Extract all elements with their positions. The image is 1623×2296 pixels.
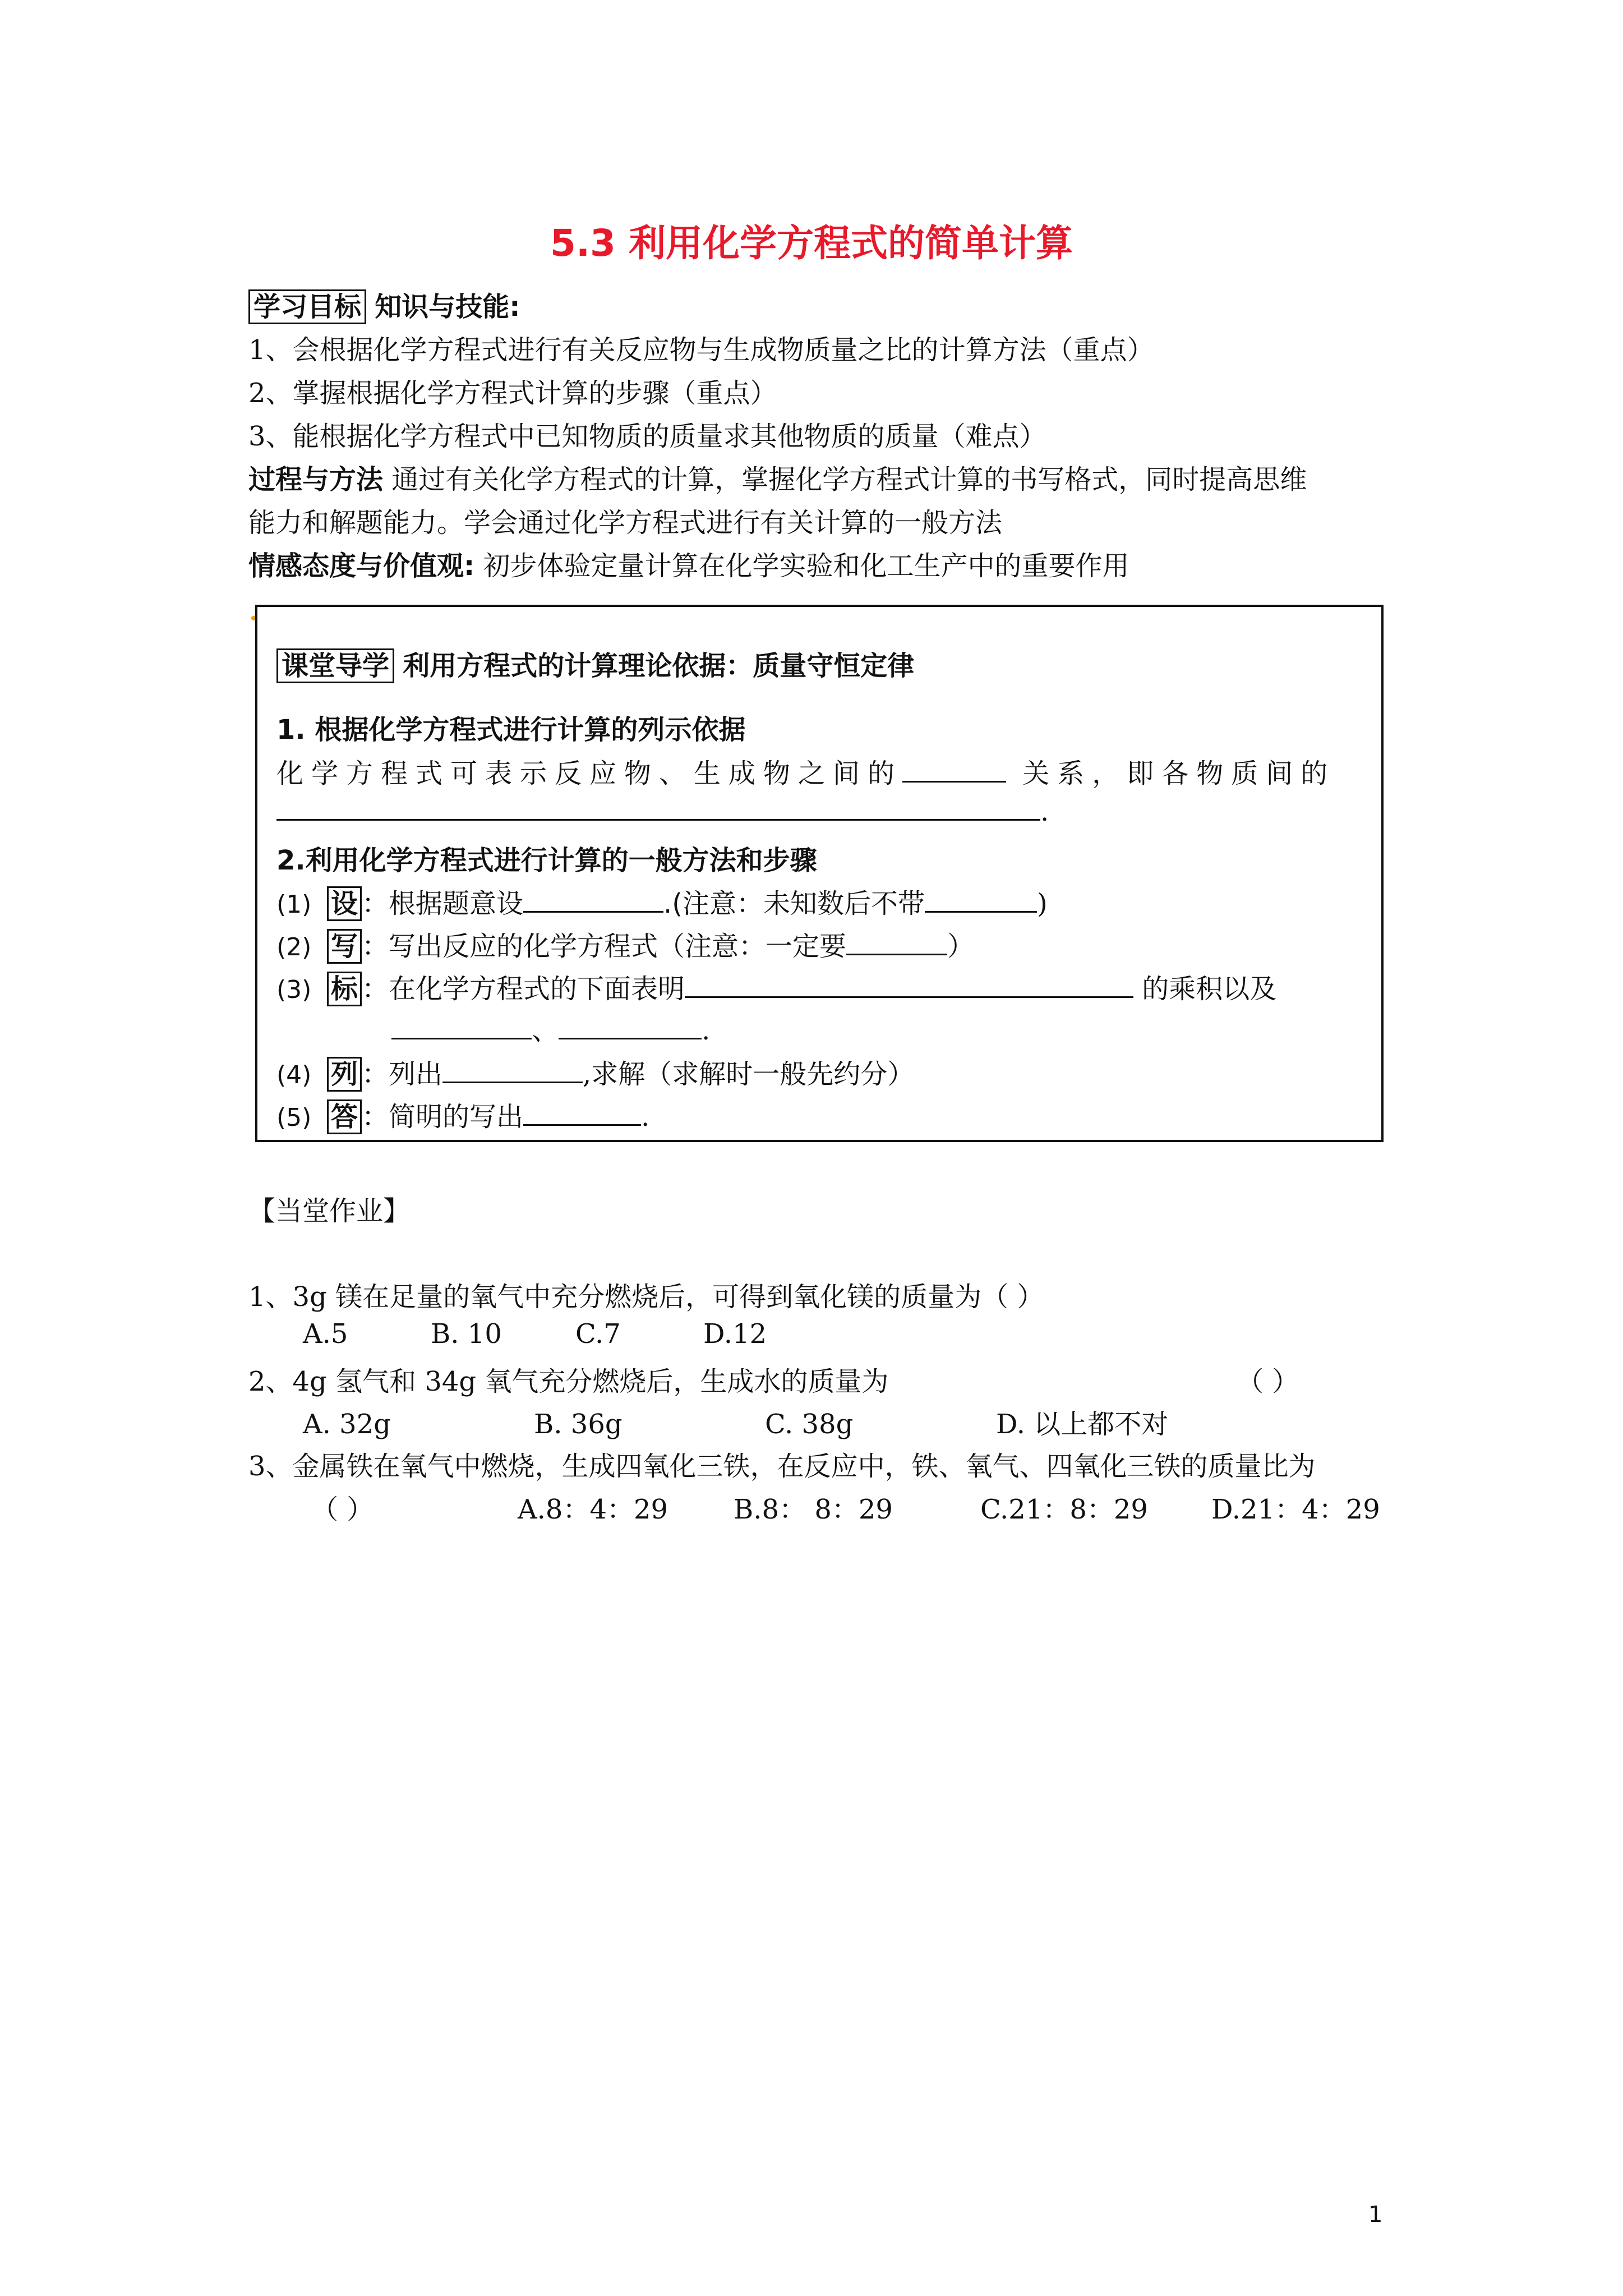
step-key: 列 — [327, 1057, 362, 1092]
page-title: 5.3 利用化学方程式的简单计算 — [550, 222, 1073, 265]
step-text: ) — [1037, 888, 1048, 919]
step-3-cont — [391, 1009, 710, 1047]
q2-options — [303, 1402, 1168, 1441]
q1-options — [303, 1318, 767, 1350]
period: . — [1040, 796, 1049, 827]
option: A.8：4：29 — [518, 1494, 668, 1525]
q3-options — [311, 1488, 1380, 1526]
step-4 — [276, 1052, 914, 1091]
objectives-header — [248, 285, 520, 324]
process-text: 通过有关化学方程式的计算，掌握化学方程式计算的书写格式，同时提高思维 — [391, 464, 1307, 495]
section1-text-a: 化学方程式可表示反应物、生成物之间的 — [276, 758, 903, 789]
step-text: .(注意：未知数后不带 — [663, 888, 925, 919]
section1-text-b: 关系，即各物质间的 — [1022, 758, 1336, 789]
step-text: ） — [947, 931, 975, 962]
option: A. 32g — [303, 1409, 391, 1440]
blank-field[interactable] — [391, 1012, 532, 1039]
step-text: 的乘积以及 — [1142, 973, 1277, 1005]
guide-heading: 利用方程式的计算理论依据：质量守恒定律 — [403, 650, 915, 682]
step-number: (4) — [276, 1061, 312, 1089]
option: B. 10 — [431, 1318, 502, 1350]
step-text: ：根据题意设 — [362, 888, 524, 919]
step-text: ：写出反应的化学方程式（注意：一定要 — [362, 931, 847, 962]
section1-title: 1. 根据化学方程式进行计算的列示依据 — [276, 714, 746, 746]
step-key: 设 — [327, 886, 362, 921]
blank-field[interactable] — [902, 755, 1006, 783]
section1-line2 — [276, 793, 1049, 827]
objectives-box-label: 学习目标 — [248, 289, 366, 324]
option: B. 36g — [534, 1409, 623, 1440]
question-2: 2、4g 氢气和 34g 氧气充分燃烧后，生成水的质量为 — [248, 1366, 889, 1397]
step-key: 写 — [327, 929, 362, 964]
knowledge-label: 知识与技能: — [375, 291, 520, 323]
section2-title: 2.利用化学方程式进行计算的一般方法和步骤 — [276, 845, 817, 876]
blank-field[interactable] — [685, 970, 1133, 998]
step-number: (1) — [276, 890, 312, 919]
section1-line1 — [276, 752, 1335, 790]
step-key: 标 — [327, 972, 362, 1006]
step-text: . — [702, 1015, 711, 1046]
process-text-2: 能力和解题能力。学会通过化学方程式进行有关计算的一般方法 — [248, 507, 1003, 539]
emotion-text: 初步体验定量计算在化学实验和化工生产中的重要作用 — [483, 550, 1129, 582]
emotion-line — [248, 544, 1129, 583]
q2-answer-paren: （ ） — [1237, 1366, 1299, 1397]
objective-item: 2、掌握根据化学方程式计算的步骤（重点） — [248, 378, 777, 409]
step-text: ：列出 — [362, 1059, 443, 1090]
blank-field[interactable] — [925, 885, 1037, 913]
step-3 — [276, 967, 1276, 1006]
guide-header — [276, 644, 914, 683]
guide-box-label: 课堂导学 — [276, 648, 394, 683]
step-number: (2) — [276, 933, 312, 961]
option: D. 以上都不对 — [996, 1409, 1169, 1440]
step-key: 答 — [327, 1099, 362, 1134]
step-number: (3) — [276, 976, 312, 1004]
process-line — [248, 458, 1307, 496]
step-text: ,求解（求解时一般先约分） — [583, 1059, 915, 1090]
question-3: 3、金属铁在氧气中燃烧，生成四氧化三铁，在反应中，铁、氧气、四氧化三铁的质量比为 — [248, 1451, 1316, 1482]
blank-field[interactable] — [442, 1056, 583, 1083]
page-number: 1 — [1368, 2202, 1383, 2228]
blank-field[interactable] — [559, 1012, 702, 1039]
objective-item: 3、能根据化学方程式中已知物质的质量求其他物质的质量（难点） — [248, 421, 1046, 452]
step-2 — [276, 924, 974, 963]
option: C.21：8：29 — [980, 1494, 1148, 1525]
blank-field[interactable] — [846, 928, 947, 955]
step-1 — [276, 882, 1048, 921]
process-label: 过程与方法 — [248, 464, 384, 495]
step-text: . — [641, 1101, 650, 1133]
step-text: ：在化学方程式的下面表明 — [362, 973, 685, 1005]
q3-answer-paren: （ ） — [311, 1494, 374, 1525]
option: B.8： 8：29 — [734, 1494, 893, 1525]
blank-field[interactable] — [276, 793, 1040, 821]
option: D.12 — [703, 1318, 767, 1350]
option: A.5 — [303, 1318, 348, 1350]
option: C. 38g — [765, 1409, 854, 1440]
step-text: ：简明的写出 — [362, 1101, 524, 1133]
step-text: 、 — [532, 1015, 559, 1046]
homework-title: 【当堂作业】 — [248, 1195, 411, 1227]
emotion-label: 情感态度与价值观: — [248, 550, 475, 582]
question-1: 1、3g 镁在足量的氧气中充分燃烧后，可得到氧化镁的质量为（ ） — [248, 1281, 1044, 1313]
option: D.21：4：29 — [1211, 1494, 1380, 1525]
option: C.7 — [575, 1318, 621, 1350]
step-5 — [276, 1095, 649, 1134]
blank-field[interactable] — [523, 885, 663, 913]
step-number: (5) — [276, 1103, 312, 1132]
objective-item: 1、会根据化学方程式进行有关反应物与生成物质量之比的计算方法（重点） — [248, 334, 1154, 366]
blank-field[interactable] — [523, 1098, 641, 1126]
